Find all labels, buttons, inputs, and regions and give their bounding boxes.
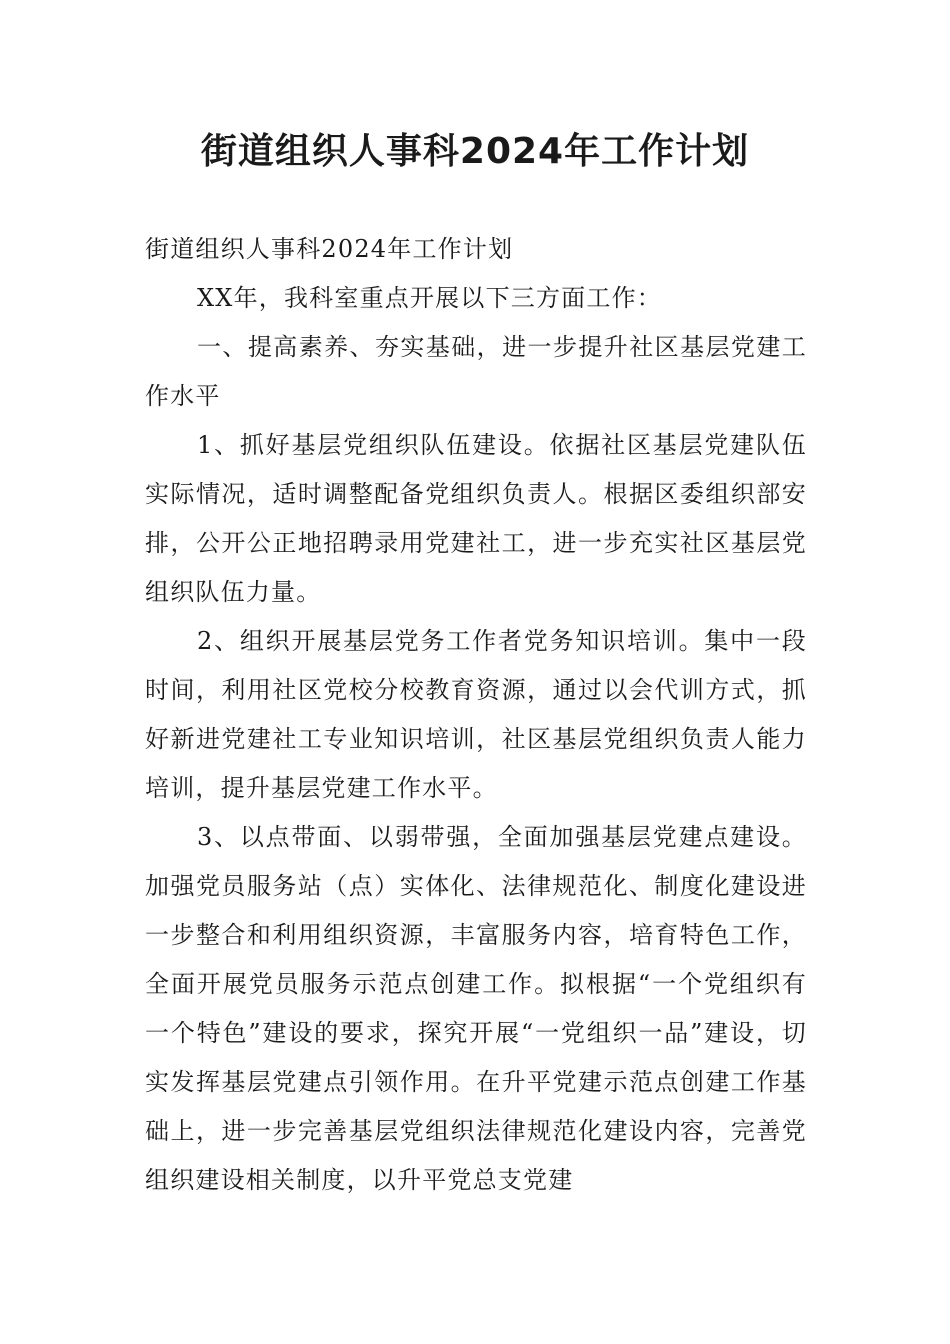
intro-paragraph: XX年，我科室重点开展以下三方面工作：	[197, 284, 662, 312]
body-subtitle: 街道组织人事科2024年工作计划	[145, 235, 514, 263]
document-body	[145, 225, 807, 1205]
paragraph-item-3: 3、以点带面、以弱带强，全面加强基层党建点建设。加强党员服务站（点）实体化、法律规范化、制度化建设进一步整合和利用组织资源，丰富服务内容，培育特色工作，全面开展党员服务示范点创建工作。拟根据“一个党组织有一个特色”建设的要求，探究开展“一党组织一品”建设，切实发挥基层党建点引领作用。在升平党建示范点创建工作基础上，进一步完善基层党组织法律规范化建设内容，完善党组织建设相关制度，以升平党总支党建	[145, 823, 807, 1194]
paragraph-item-2: 2、组织开展基层党务工作者党务知识培训。集中一段时间，利用社区党校分校教育资源，通过以会代训方式，抓好新进党建社工专业知识培训，社区基层党组织负责人能力培训，提升基层党建工作水平。	[145, 627, 807, 802]
section-heading-1: 一、提高素养、夯实基础，进一步提升社区基层党建工作水平	[145, 333, 807, 410]
paragraph-item-1: 1、抓好基层党组织队伍建设。依据社区基层党建队伍实际情况，适时调整配备党组织负责人。根据区委组织部安排，公开公正地招聘录用党建社工，进一步充实社区基层党组织队伍力量。	[145, 431, 807, 606]
document-title: 街道组织人事科2024年工作计划	[200, 131, 750, 172]
